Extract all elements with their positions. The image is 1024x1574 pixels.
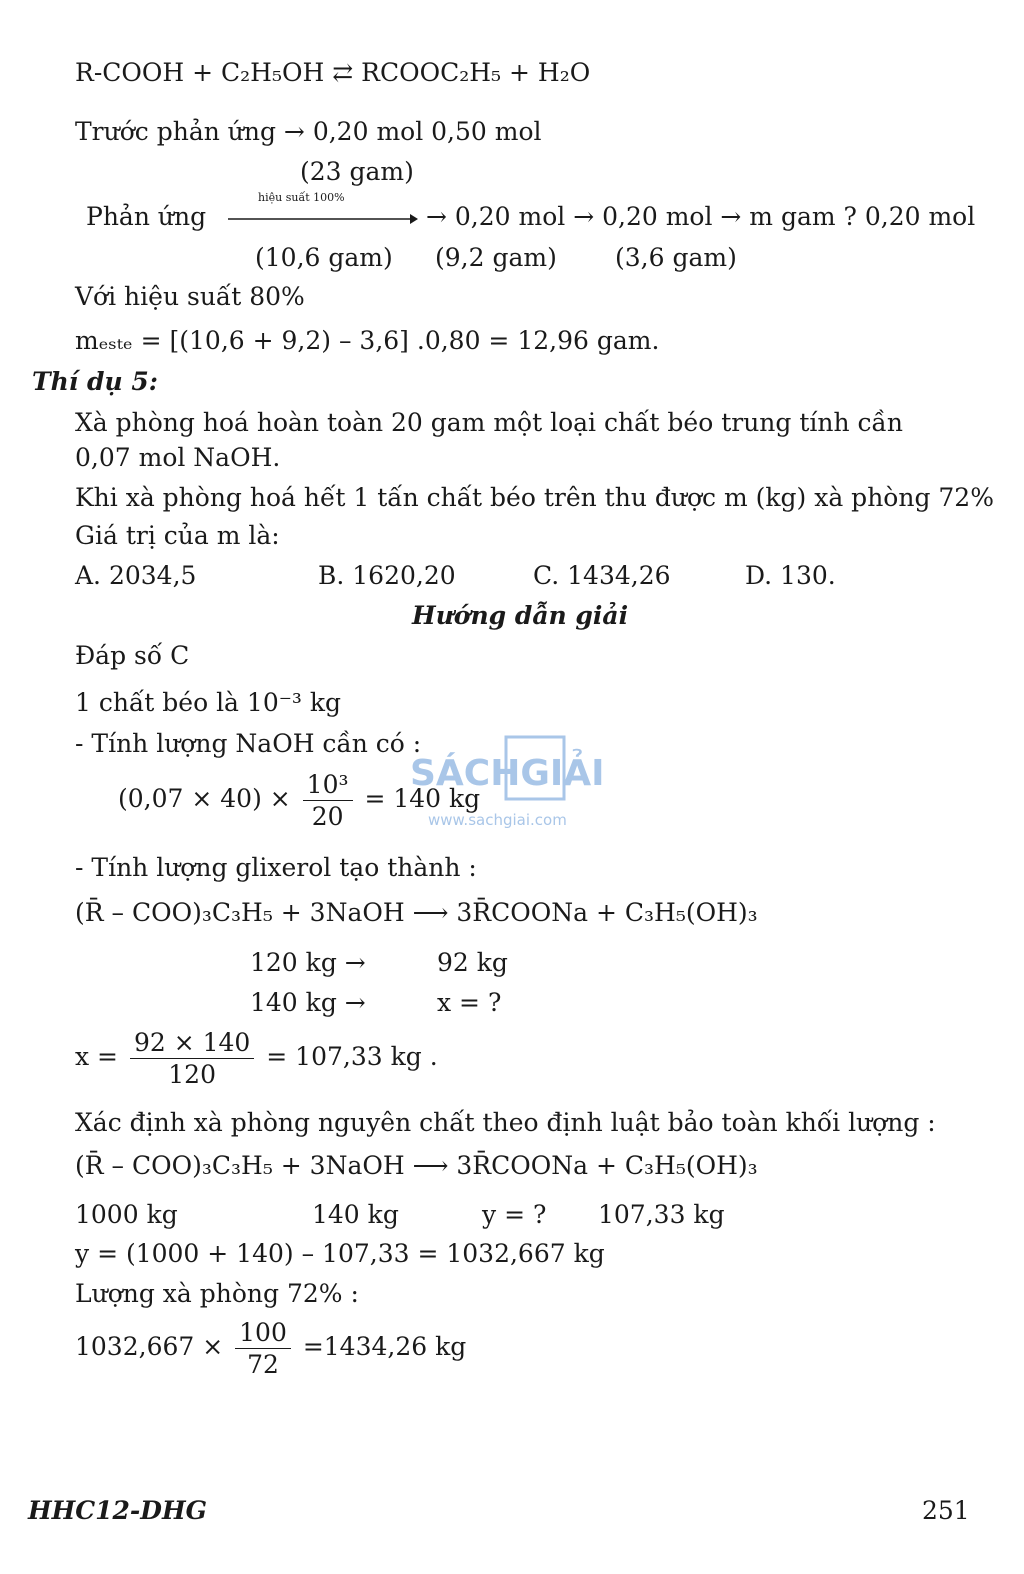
problem-line-2: Khi xà phòng hoá hết 1 tấn chất béo trên thu được m (kg) xà phòng 72% [75, 483, 994, 512]
ratio-row-1-right: 92 kg [437, 948, 508, 977]
mass-c: (3,6 gam) [615, 243, 737, 272]
example-title: Thí dụ 5: [32, 367, 158, 396]
watermark [410, 735, 640, 830]
esterification-equation: R-COOH + C₂H₅OH ⇄ RCOOC₂H₅ + H₂O [75, 58, 591, 87]
long-arrow-icon [228, 212, 418, 226]
option-b: B. 1620,20 [318, 561, 456, 590]
mass-row-2: 140 kg [312, 1200, 399, 1229]
watermark-brand: SÁCHGIẢI [410, 753, 605, 794]
glycerol-fraction [130, 1030, 254, 1087]
answer-line: Đáp số C [75, 641, 190, 670]
mass-b: (9,2 gam) [435, 243, 557, 272]
soap-fraction-line [75, 1320, 466, 1377]
saponification-equation-2: (R̄ – COO)₃C₃H₅ + 3NaOH ⟶ 3R̄COONa + C₃H₅(OH)₃ [75, 1151, 758, 1180]
reaction-label: Phản ứng [86, 202, 207, 231]
naoh-fraction-den: 20 [311, 802, 344, 831]
problem-line-1: Xà phòng hoá hoàn toàn 20 gam một loại chất béo trung tính cần [75, 408, 903, 437]
reaction-line [86, 191, 976, 231]
soap-fraction [235, 1320, 291, 1377]
ratio-row-1-left: 120 kg → [250, 948, 366, 977]
soap-fraction-den: 72 [247, 1350, 279, 1379]
glycerol-fraction-den: 120 [168, 1060, 216, 1089]
yield-arrow-label: hiệu suất 100% [258, 191, 345, 204]
option-a: A. 2034,5 [75, 561, 197, 590]
glycerol-fraction-right: = 107,33 kg . [266, 1042, 438, 1071]
ratio-row-2-right: x = ? [437, 988, 502, 1017]
before-reaction-mass: (23 gam) [300, 157, 414, 186]
option-c: C. 1434,26 [533, 561, 671, 590]
soap-72-heading: Lượng xà phòng 72% : [75, 1279, 359, 1308]
naoh-fraction [303, 772, 353, 829]
yield-line: Với hiệu suất 80% [75, 282, 305, 311]
naoh-fraction-num: 10³ [303, 772, 353, 801]
glycerol-fraction-num: 92 × 140 [130, 1030, 254, 1059]
footer-code: HHC12-DHG [28, 1496, 207, 1525]
yield-arrow [228, 191, 418, 229]
soap-fraction-right: =1434,26 kg [302, 1332, 467, 1361]
problem-line-3: Giá trị của m là: [75, 521, 280, 550]
before-reaction-line: Trước phản ứng → 0,20 mol 0,50 mol [75, 117, 542, 146]
naoh-heading: - Tính lượng NaOH cần có : [75, 729, 422, 758]
watermark-url: www.sachgiai.com [428, 811, 567, 829]
mass-conservation-line: Xác định xà phòng nguyên chất theo định luật bảo toàn khối lượng : [75, 1108, 936, 1137]
soap-mass-line: y = (1000 + 140) – 107,33 = 1032,667 kg [75, 1239, 605, 1268]
mass-row-4: 107,33 kg [598, 1200, 725, 1229]
glycerol-fraction-left: x = [75, 1042, 118, 1071]
problem-line-1b: 0,07 mol NaOH. [75, 443, 281, 472]
guide-title: Hướng dẫn giải [412, 601, 629, 630]
soap-fraction-num: 100 [235, 1320, 291, 1349]
mass-row-3: y = ? [482, 1200, 547, 1229]
saponification-equation-1: (R̄ – COO)₃C₃H₅ + 3NaOH ⟶ 3R̄COONa + C₃H₅(OH)₃ [75, 898, 758, 927]
page-number: 251 [922, 1496, 970, 1525]
mass-a: (10,6 gam) [255, 243, 393, 272]
naoh-fraction-right: = 140 kg [364, 784, 481, 813]
naoh-fraction-left: (0,07 × 40) × [118, 784, 291, 813]
glycerol-fraction-line [75, 1030, 438, 1087]
ratio-row-2-left: 140 kg → [250, 988, 366, 1017]
soap-fraction-left: 1032,667 × [75, 1332, 224, 1361]
reaction-amounts: → 0,20 mol → 0,20 mol → m gam ? 0,20 mol [426, 202, 976, 231]
ester-mass-line: mₑₛₜₑ = [(10,6 + 9,2) – 3,6] .0,80 = 12,96 gam. [75, 326, 660, 355]
mass-row-1: 1000 kg [75, 1200, 178, 1229]
fat-mass-line: 1 chất béo là 10⁻³ kg [75, 688, 342, 717]
glycerol-heading: - Tính lượng glixerol tạo thành : [75, 853, 477, 882]
option-d: D. 130. [745, 561, 836, 590]
